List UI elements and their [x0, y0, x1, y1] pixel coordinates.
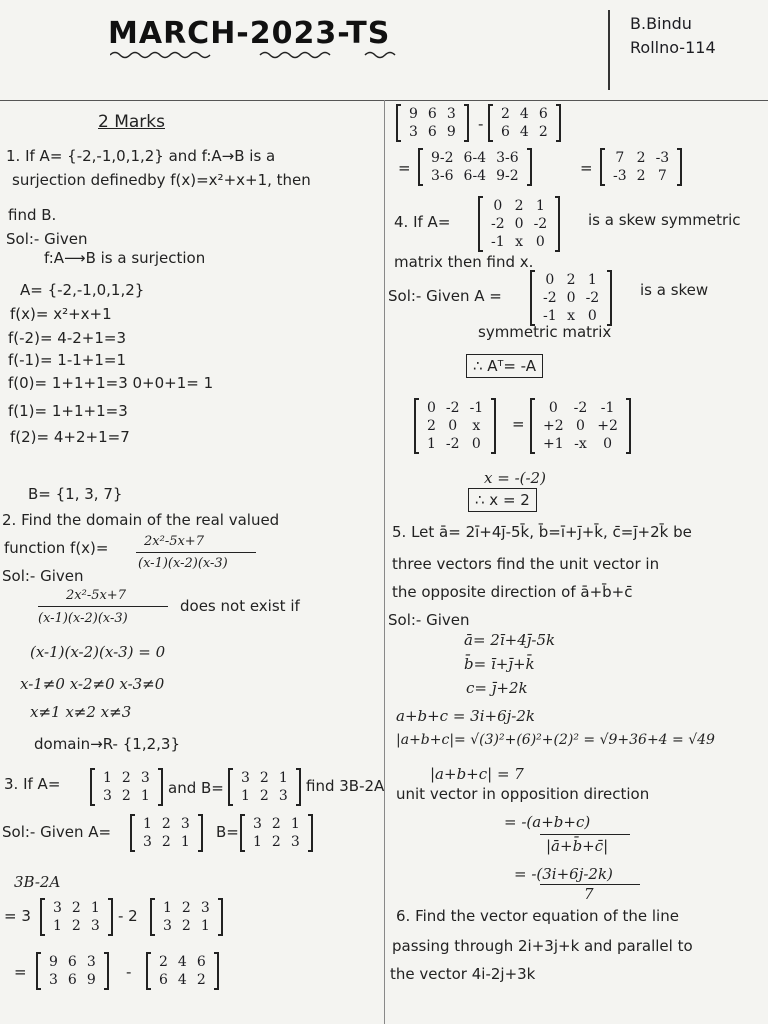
matrix-cell: 9-2 [496, 168, 519, 184]
matrix-cell: -1 [469, 400, 484, 416]
matrix-cell: 0 [514, 216, 524, 232]
matrix-row [426, 149, 524, 167]
sol4-boxed-2 [468, 490, 537, 510]
matrix-cell: 1 [241, 788, 250, 804]
q5-line-1: 5. Let ā= 2ī+4j̄-5k̄, b̄=ī+j̄+k̄, c̄=j̄+2k̄ be [392, 523, 692, 541]
matrix-row [48, 917, 105, 935]
matrix-cell: 3 [53, 900, 62, 916]
matrix-cell: 2 [181, 918, 191, 934]
sol4-line-1b: is a skew [640, 281, 709, 299]
sol4-x: x = -(-2) [484, 469, 546, 487]
matrix-cell: -1 [491, 234, 505, 250]
sol5-a: ā= 2ī+4j̄-5k [464, 631, 556, 649]
sol2-neq2: x≠1 x≠2 x≠3 [30, 703, 132, 721]
matrix-cell: -3 [655, 150, 670, 166]
matrix-cell: 0 [545, 272, 555, 288]
q3-matrix-b [228, 768, 301, 806]
matrix-cell: 2 [181, 900, 191, 916]
matrix-cell: 3 [278, 788, 288, 804]
sol5-sum: a+b+c = 3i+6j-2k [396, 707, 535, 725]
matrix-cell: 1 [180, 834, 190, 850]
matrix-cell: 0 [548, 400, 558, 416]
matrix-row [486, 233, 552, 251]
matrix-cell: 2 [514, 198, 524, 214]
matrix-cell: 7 [615, 150, 625, 166]
sol2-eq: (x-1)(x-2)(x-3) = 0 [30, 643, 166, 661]
matrix-row [154, 971, 211, 989]
matrix-cell: 2 [259, 770, 269, 786]
matrix-cell: 2 [161, 834, 171, 850]
matrix-cell: 1 [143, 816, 152, 832]
matrix-cell: 9 [86, 972, 96, 988]
matrix-cell: 1 [253, 834, 262, 850]
matrix-row [608, 167, 674, 185]
q2-numerator: 2x²-5x+7 [144, 534, 204, 549]
matrix-row [426, 167, 524, 185]
matrix-cell: -2 [573, 400, 588, 416]
matrix-cell: 1 [103, 770, 112, 786]
matrix-cell: 6 [427, 124, 437, 140]
sol3-matrix-a [130, 814, 203, 852]
sol3-minus: - [126, 963, 132, 981]
sol1-line: f:A⟶B is a surjection [44, 249, 206, 267]
r-eq-2: = [580, 159, 593, 177]
sol1-f-minus1: f(-1)= 1-1+1=1 [8, 351, 127, 369]
matrix-cell: 9 [409, 106, 418, 122]
title-underline-squiggle [110, 50, 410, 60]
matrix-cell: 4 [519, 106, 529, 122]
matrix-row [138, 815, 195, 833]
matrix-cell: 0 [603, 436, 613, 452]
matrix-row [538, 399, 623, 417]
sol3-minus-2: - 2 [118, 907, 138, 925]
matrix-cell: x [567, 308, 576, 324]
sol5-fraction-bar [540, 834, 630, 835]
matrix-row [608, 149, 674, 167]
matrix-cell: x [515, 234, 524, 250]
roll-number: Rollno-114 [630, 38, 716, 57]
sol3-matrix-3b [36, 952, 109, 990]
matrix-cell: 6 [501, 124, 510, 140]
sol3-matrix-b-2 [40, 898, 113, 936]
matrix-cell: 0 [427, 400, 436, 416]
matrix-cell: 2 [71, 900, 81, 916]
sol2-label: Sol:- Given [2, 567, 84, 585]
matrix-row [496, 105, 553, 123]
matrix-cell: -2 [445, 436, 460, 452]
q4-line-1b: is a skew symmetric [588, 211, 741, 229]
r-matrix-diff [418, 148, 532, 186]
column-divider [384, 100, 385, 1024]
boxed-x: ∴ x = 2 [468, 488, 537, 512]
matrix-cell: 2 [159, 954, 168, 970]
sol2-numerator: 2x²-5x+7 [66, 588, 126, 603]
matrix-cell: 0 [493, 198, 503, 214]
q2-denominator: (x-1)(x-2)(x-3) [138, 556, 228, 571]
r-matrix-3b [396, 104, 469, 142]
matrix-row [422, 435, 488, 453]
student-info [630, 12, 716, 60]
matrix-cell: 2 [271, 816, 281, 832]
matrix-cell: 3 [253, 816, 262, 832]
q2-line-2: function f(x)= [4, 539, 109, 557]
matrix-cell: -2 [543, 290, 557, 306]
r-matrix-result [600, 148, 682, 186]
sol4-label: Sol:- Given A = [388, 287, 502, 305]
matrix-cell: 3 [290, 834, 300, 850]
q6-line-1: 6. Find the vector equation of the line [396, 907, 679, 925]
matrix-cell: +2 [543, 418, 564, 434]
matrix-row [422, 417, 488, 435]
matrix-cell: -2 [533, 216, 548, 232]
matrix-cell: 3-6 [496, 150, 519, 166]
sol1-set-a: A= {-2,-1,0,1,2} [20, 281, 145, 299]
q3-find: find 3B-2A [306, 777, 385, 795]
matrix-row [496, 123, 553, 141]
sol1-label: Sol:- Given [6, 230, 88, 248]
matrix-row [98, 787, 155, 805]
matrix-row [486, 215, 552, 233]
matrix-cell: 6 [538, 106, 548, 122]
matrix-row [98, 769, 155, 787]
q4-line-1: 4. If A= [394, 213, 451, 231]
q5-line-3: the opposite direction of ā+b̄+c̄ [392, 583, 633, 601]
matrix-cell: -1 [543, 308, 557, 324]
matrix-row [158, 899, 215, 917]
matrix-cell: 0 [587, 308, 597, 324]
sol4-matrix-neg [530, 398, 631, 454]
sol1-f-minus2: f(-2)= 4-2+1=3 [8, 329, 127, 347]
matrix-cell: 2 [538, 124, 548, 140]
matrix-cell: 0 [471, 436, 481, 452]
sol5-final-denominator: 7 [584, 885, 594, 903]
matrix-cell: 1 [163, 900, 172, 916]
matrix-cell: 3 [103, 788, 112, 804]
matrix-row [44, 953, 101, 971]
sol2-domain: domain→R- {1,2,3} [34, 735, 180, 753]
r-minus: - [478, 115, 484, 133]
sol3-matrix-b [240, 814, 313, 852]
q3-and-b: and B= [168, 779, 224, 797]
matrix-cell: 2 [636, 150, 646, 166]
matrix-cell: 1 [90, 900, 100, 916]
matrix-cell: 9 [446, 124, 456, 140]
sol2-note: does not exist if [180, 597, 300, 615]
matrix-cell: 1 [53, 918, 62, 934]
matrix-cell: 3 [49, 972, 58, 988]
matrix-cell: 1 [535, 198, 545, 214]
sol1-fx: f(x)= x²+x+1 [10, 305, 112, 323]
matrix-row [44, 971, 101, 989]
r-matrix-2a [488, 104, 561, 142]
matrix-row [538, 289, 604, 307]
q5-line-2: three vectors find the unit vector in [392, 555, 660, 573]
sol3-matrix-a-2 [150, 898, 223, 936]
sol2-denominator: (x-1)(x-2)(x-3) [38, 611, 128, 626]
matrix-row [404, 123, 461, 141]
sol3-expr: 3B-2A [14, 873, 61, 891]
matrix-cell: -x [574, 436, 587, 452]
matrix-cell: 2 [71, 918, 81, 934]
q3-line-1: 3. If A= [4, 775, 61, 793]
matrix-cell: 9 [49, 954, 58, 970]
q1-line-3: find B. [8, 206, 57, 224]
q2-fraction-bar [136, 552, 256, 553]
boxed-identity: ∴ Aᵀ= -A [466, 354, 543, 378]
matrix-row [404, 105, 461, 123]
matrix-cell: 6 [427, 106, 437, 122]
sol4-boxed-1 [466, 356, 543, 376]
matrix-cell: 3 [180, 816, 190, 832]
sol5-numerator: = -(a+b+c) [504, 813, 591, 831]
matrix-cell: 2 [427, 418, 436, 434]
matrix-cell: 3 [241, 770, 250, 786]
matrix-row [158, 917, 215, 935]
matrix-cell: -1 [600, 400, 615, 416]
matrix-row [248, 833, 305, 851]
matrix-cell: x [472, 418, 481, 434]
matrix-cell: 6 [67, 954, 77, 970]
matrix-cell: 2 [566, 272, 576, 288]
matrix-cell: -2 [445, 400, 460, 416]
q4-line-2: matrix then find x. [394, 253, 534, 271]
sol5-label: Sol:- Given [388, 611, 470, 629]
matrix-cell: 1 [140, 788, 150, 804]
sol5-unit-label: unit vector in opposition direction [396, 785, 650, 803]
matrix-cell: 3 [446, 106, 456, 122]
matrix-cell: 4 [519, 124, 529, 140]
matrix-cell: 2 [196, 972, 206, 988]
matrix-cell: 2 [636, 168, 646, 184]
matrix-cell: 7 [657, 168, 667, 184]
matrix-cell: 3 [200, 900, 210, 916]
matrix-cell: 6-4 [463, 150, 487, 166]
sol2-fraction-bar [38, 606, 168, 607]
sol3-eq-sign: = [14, 963, 27, 981]
matrix-cell: 2 [161, 816, 171, 832]
q4-matrix [478, 196, 560, 252]
matrix-row [538, 271, 604, 289]
matrix-cell: -3 [613, 168, 627, 184]
matrix-cell: 0 [448, 418, 458, 434]
matrix-cell: 0 [535, 234, 545, 250]
sol4-matrix-t [414, 398, 496, 454]
matrix-row [236, 787, 293, 805]
q2-line-1: 2. Find the domain of the real valued [2, 511, 280, 529]
matrix-row [538, 435, 623, 453]
sol5-final-numerator: = -(3i+6j-2k) [514, 865, 613, 883]
matrix-cell: -2 [585, 290, 600, 306]
q6-line-2: passing through 2i+3j+k and parallel to [392, 937, 693, 955]
sol5-magnitude-result: |a+b+c| = 7 [430, 765, 524, 783]
matrix-cell: 3 [409, 124, 418, 140]
matrix-cell: 0 [576, 418, 585, 434]
matrix-cell: 3 [143, 834, 152, 850]
matrix-row [538, 417, 623, 435]
sol4-eq: = [512, 415, 525, 433]
matrix-row [422, 399, 488, 417]
matrix-cell: 3-6 [431, 168, 454, 184]
matrix-cell: 2 [501, 106, 510, 122]
matrix-cell: 1 [200, 918, 210, 934]
matrix-cell: -2 [491, 216, 505, 232]
matrix-cell: 2 [259, 788, 269, 804]
sol1-f0: f(0)= 1+1+1=3 0+0+1= 1 [8, 374, 214, 392]
matrix-cell: 4 [177, 954, 187, 970]
sol3-label: Sol:- Given A= [2, 823, 112, 841]
page-title: MARCH-2023-TS [108, 16, 391, 51]
q6-line-3: the vector 4i-2j+3k [390, 965, 536, 983]
matrix-row [48, 899, 105, 917]
sol4-line-2: symmetric matrix [478, 323, 612, 341]
sol1-f1: f(1)= 1+1+1=3 [8, 402, 128, 420]
matrix-cell: 1 [290, 816, 300, 832]
q1-line-1: 1. If A= {-2,-1,0,1,2} and f:A→B is a [6, 147, 276, 165]
sol3-b-label: B= [216, 823, 239, 841]
matrix-cell: +1 [543, 436, 564, 452]
matrix-cell: 2 [121, 770, 131, 786]
sol2-neq: x-1≠0 x-2≠0 x-3≠0 [20, 675, 165, 693]
matrix-cell: 6 [67, 972, 77, 988]
header-divider [608, 10, 610, 90]
r-eq-1: = [398, 159, 411, 177]
matrix-cell: 0 [566, 290, 576, 306]
sol3-matrix-2a [146, 952, 219, 990]
q3-matrix-a [90, 768, 163, 806]
matrix-cell: 3 [86, 954, 96, 970]
matrix-row [138, 833, 195, 851]
matrix-cell: 1 [278, 770, 288, 786]
student-name: B.Bindu [630, 14, 692, 33]
matrix-row [236, 769, 293, 787]
matrix-row [154, 953, 211, 971]
matrix-cell: 6-4 [463, 168, 487, 184]
matrix-row [248, 815, 305, 833]
matrix-cell: 6 [159, 972, 168, 988]
section-heading: 2 Marks [98, 112, 165, 132]
matrix-cell: 1 [427, 436, 436, 452]
sol5-c: c= j̄+2k [466, 679, 528, 697]
matrix-cell: 6 [196, 954, 206, 970]
matrix-cell: 2 [121, 788, 131, 804]
sol5-denominator: |ā+b̄+c̄| [546, 837, 609, 855]
sol3-eq-3: = 3 [4, 907, 31, 925]
matrix-cell: 1 [587, 272, 597, 288]
matrix-cell: 2 [271, 834, 281, 850]
matrix-cell: 3 [90, 918, 100, 934]
sol1-set-b: B= {1, 3, 7} [28, 485, 123, 503]
matrix-row [486, 197, 552, 215]
matrix-cell: +2 [597, 418, 618, 434]
q1-line-2: surjection definedby f(x)=x²+x+1, then [12, 171, 311, 189]
matrix-cell: 3 [140, 770, 150, 786]
sol5-magnitude: |a+b+c|= √(3)²+(6)²+(2)² = √9+36+4 = √49 [396, 732, 715, 748]
sol5-b: b̄= ī+j̄+k̄ [464, 655, 535, 673]
sol4-matrix [530, 270, 612, 326]
matrix-cell: 9-2 [431, 150, 454, 166]
matrix-cell: 3 [163, 918, 172, 934]
sol1-f2: f(2)= 4+2+1=7 [10, 428, 130, 446]
matrix-cell: 4 [177, 972, 187, 988]
